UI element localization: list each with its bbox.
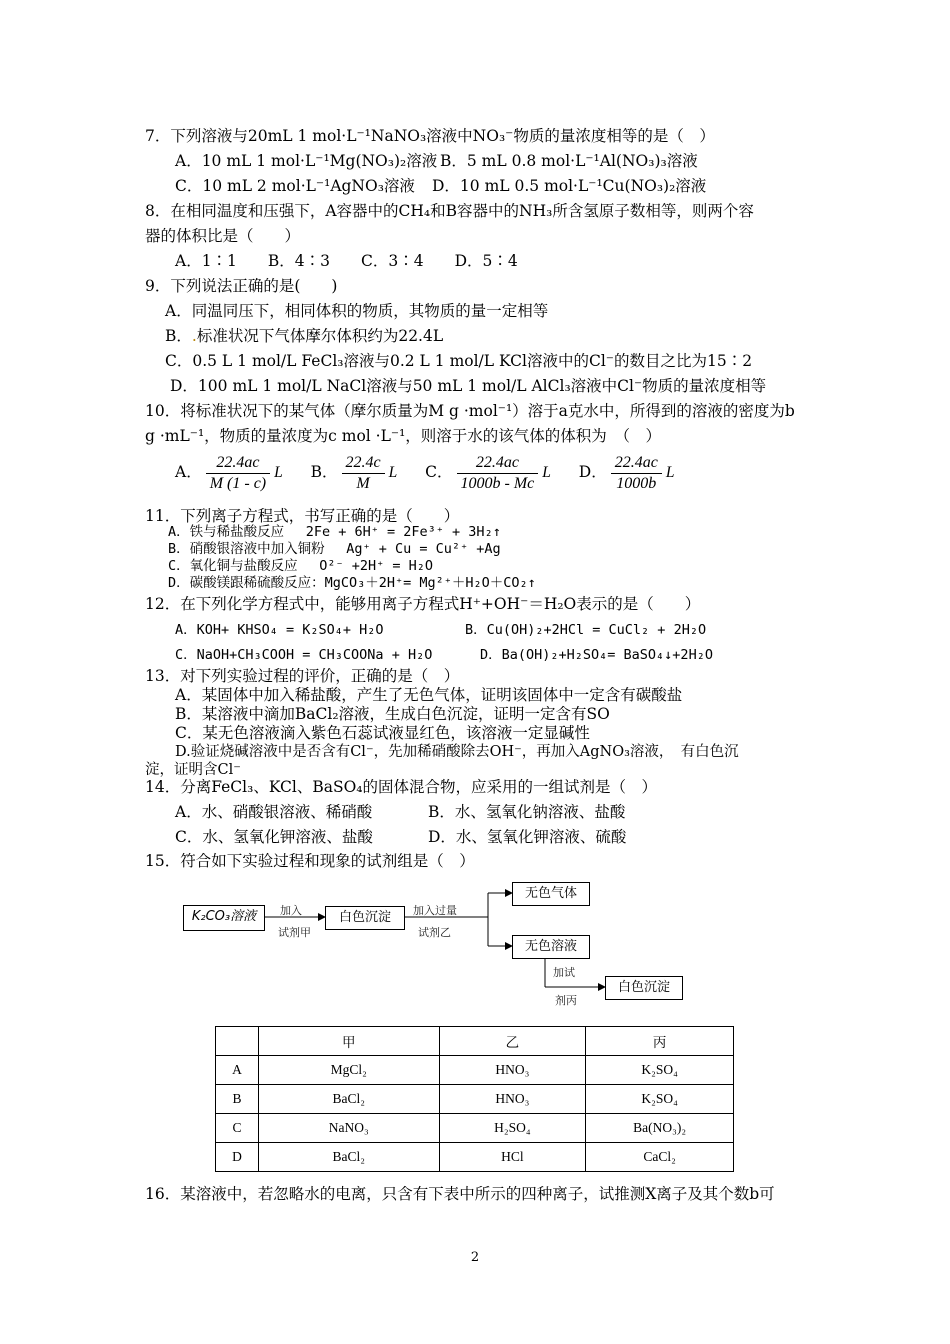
table-header-cell bbox=[216, 1027, 259, 1056]
q13-option-b: B．某溶液中滴加BaCl₂溶液，生成白色沉淀，证明一定含有SO bbox=[175, 705, 610, 723]
table-header-row bbox=[216, 1027, 734, 1056]
table-cell: BaCl₂ bbox=[258, 1143, 439, 1172]
table-cell: HNO₃ bbox=[439, 1056, 586, 1085]
q11-option-a: A．铁与稀盐酸反应 2Fe + 6H⁺ = 2Fe³⁺ + 3H₂↑ bbox=[168, 524, 501, 540]
q14-option-d: D．水、氢氧化钾溶液、硫酸 bbox=[428, 828, 627, 846]
q10-b-unit: L bbox=[388, 464, 398, 481]
q15-reagent-table bbox=[215, 1026, 734, 1172]
table-cell: D bbox=[216, 1143, 259, 1172]
q10-a-numerator: 22.4ac bbox=[206, 453, 270, 474]
table-header-cell: 乙 bbox=[439, 1027, 586, 1056]
q16-stem: 16．某溶液中，若忽略水的电离，只含有下表中所示的四种离子，试推测X离子及其个数b可 bbox=[145, 1185, 775, 1203]
q9-option-b-label: B． bbox=[165, 327, 192, 345]
q15-flow-arrow2-top: 加入过量 bbox=[413, 904, 457, 917]
table-header-cell: 丙 bbox=[586, 1027, 734, 1056]
q8-stem-line1: 8．在相同温度和压强下，A容器中的CH₄和B容器中的NH₃所含氢原子数相等，则两个容 bbox=[145, 202, 754, 220]
table-cell: K₂SO₄ bbox=[586, 1085, 734, 1114]
table-cell: C bbox=[216, 1114, 259, 1143]
q7-option-b: B．5 mL 0.8 mol·L⁻¹Al(NO₃)₃溶液 bbox=[440, 152, 698, 170]
q13-option-d-line2: 淀，证明含Cl⁻ bbox=[145, 762, 241, 778]
q10-option-b-label: B． bbox=[310, 463, 338, 481]
q7-option-c: C．10 mL 2 mol·L⁻¹AgNO₃溶液 bbox=[175, 177, 415, 195]
q10-c-numerator: 22.4ac bbox=[457, 453, 539, 474]
table-row bbox=[216, 1114, 734, 1143]
q9-stem: 9．下列说法正确的是( ) bbox=[145, 277, 338, 295]
table-cell: MgCl₂ bbox=[258, 1056, 439, 1085]
q10-a-unit: L bbox=[274, 464, 283, 481]
q10-c-denominator: 1000b - Mc bbox=[460, 474, 535, 492]
page-number: 2 bbox=[470, 1250, 480, 1265]
q15-flow-gas: 无色气体 bbox=[512, 882, 590, 906]
table-cell: B bbox=[216, 1085, 259, 1114]
table-cell: Ba(NO₃)₂ bbox=[586, 1114, 734, 1143]
q15-stem: 15．符合如下实验过程和现象的试剂组是（ ） bbox=[145, 852, 475, 870]
table-cell: A bbox=[216, 1056, 259, 1085]
q10-option-a-label: A． bbox=[175, 463, 202, 481]
q12-option-d: D．Ba(OH)₂+H₂SO₄= BaSO₄↓+2H₂O bbox=[480, 647, 713, 663]
q11-option-b: B．硝酸银溶液中加入铜粉 Ag⁺ + Cu = Cu²⁺ +Ag bbox=[168, 541, 501, 557]
q7-stem: 7．下列溶液与20mL 1 mol·L⁻¹NaNO₃溶液中NO₃⁻物质的量浓度相等的是（ ） bbox=[145, 127, 715, 145]
q10-b-numerator: 22.4c bbox=[342, 453, 385, 474]
q10-c-unit: L bbox=[542, 464, 551, 481]
q10-d-numerator: 22.4ac bbox=[611, 453, 662, 474]
q10-option-d-label: D． bbox=[578, 463, 607, 481]
q15-flow-arrow2-bottom: 试剂乙 bbox=[418, 926, 451, 939]
q11-stem: 11．下列离子方程式，书写正确的是（ ） bbox=[145, 507, 460, 525]
q15-flow-arrow1-bottom: 试剂甲 bbox=[278, 926, 311, 939]
table-cell: BaCl₂ bbox=[258, 1085, 439, 1114]
q11-option-d: D．碳酸镁跟稀硫酸反应：MgCO₃＋2H⁺= Mg²⁺＋H₂O＋CO₂↑ bbox=[168, 575, 536, 591]
q15-flow-arrow3-bottom: 剂丙 bbox=[555, 994, 577, 1007]
q10-d-unit: L bbox=[665, 464, 675, 481]
table-cell: NaNO₃ bbox=[258, 1114, 439, 1143]
q13-option-d-line1: D.验证烧碱溶液中是否含有Cl⁻，先加稀硝酸除去OH⁻，再加入AgNO₃溶液， 有白色沉 bbox=[175, 744, 739, 760]
q7-option-d: D．10 mL 0.5 mol·L⁻¹Cu(NO₃)₂溶液 bbox=[432, 177, 707, 195]
table-cell: HNO₃ bbox=[439, 1085, 586, 1114]
q15-flow-end: 白色沉淀 bbox=[605, 976, 683, 1000]
table-cell: CaCl₂ bbox=[586, 1143, 734, 1172]
q8-options: A．1∶1 B．4∶3 C．3∶4 D．5∶4 bbox=[175, 252, 518, 270]
q11-option-c: C．氧化铜与盐酸反应 O²⁻ +2H⁺ = H₂O bbox=[168, 558, 434, 574]
q9-option-c: C．0.5 L 1 mol/L FeCl₃溶液与0.2 L 1 mol/L KCl溶液中的Cl⁻的数目之比为15∶2 bbox=[165, 352, 753, 370]
q14-option-a: A．水、硝酸银溶液、稀硝酸 bbox=[175, 803, 373, 821]
q13-option-a: A．某固体中加入稀盐酸，产生了无色气体，证明该固体中一定含有碳酸盐 bbox=[175, 686, 683, 704]
q9-option-b-dot: . bbox=[191, 327, 197, 345]
q10-b-denominator: M bbox=[356, 474, 370, 492]
q15-flow-start: K₂CO₃溶液 bbox=[183, 905, 265, 931]
q15-flow-arrow3-top: 加试 bbox=[553, 966, 575, 979]
q12-option-a: A．KOH+ KHSO₄ = K₂SO₄+ H₂O bbox=[175, 622, 384, 638]
q7-option-a: A．10 mL 1 mol·L⁻¹Mg(NO₃)₂溶液 bbox=[175, 152, 438, 170]
q13-option-c: C．某无色溶液滴入紫色石蕊试液显红色，该溶液一定显碱性 bbox=[175, 724, 590, 742]
q12-option-c: C．NaOH+CH₃COOH = CH₃COONa + H₂O bbox=[175, 647, 433, 663]
q12-option-b: B．Cu(OH)₂+2HCl = CuCl₂ + 2H₂O bbox=[465, 622, 707, 638]
q9-option-a: A．同温同压下，相同体积的物质，其物质的量一定相等 bbox=[165, 302, 549, 320]
table-header-cell: 甲 bbox=[258, 1027, 439, 1056]
q10-a-denominator: M (1 - c) bbox=[209, 474, 267, 492]
q14-option-b: B．水、氢氧化钠溶液、盐酸 bbox=[428, 803, 626, 821]
table-cell: K₂SO₄ bbox=[586, 1056, 734, 1085]
q9-option-d: D．100 mL 1 mol/L NaCl溶液与50 mL 1 mol/L AlCl₃溶液中Cl⁻物质的量浓度相等 bbox=[170, 377, 767, 395]
q15-flow-solution: 无色溶液 bbox=[512, 935, 590, 959]
table-row bbox=[216, 1143, 734, 1172]
q8-stem-line2: 器的体积比是（ ） bbox=[145, 227, 301, 245]
table-row bbox=[216, 1085, 734, 1114]
q15-flow-arrow1-top: 加入 bbox=[280, 904, 302, 917]
q9-option-b-text: 标准状况下气体摩尔体积约为22.4L bbox=[196, 327, 444, 345]
q10-option-c-label: C． bbox=[425, 463, 453, 481]
q15-flow-mid: 白色沉淀 bbox=[325, 906, 405, 930]
q10-stem-line2: g ·mL⁻¹，物质的量浓度为c mol ·L⁻¹，则溶于水的该气体的体积为 （ ） bbox=[145, 427, 662, 445]
q12-stem: 12．在下列化学方程式中，能够用离子方程式H⁺+OH⁻＝H₂O表示的是（ ） bbox=[145, 595, 701, 613]
q14-stem: 14．分离FeCl₃、KCl、BaSO₄的固体混合物，应采用的一组试剂是（ ） bbox=[145, 778, 657, 796]
q10-d-denominator: 1000b bbox=[616, 474, 657, 492]
table-row bbox=[216, 1056, 734, 1085]
q13-stem: 13．对下列实验过程的评价，正确的是（ ） bbox=[145, 667, 460, 685]
table-cell: HCl bbox=[439, 1143, 586, 1172]
q14-option-c: C．水、氢氧化钾溶液、盐酸 bbox=[175, 828, 373, 846]
q10-stem-line1: 10．将标准状况下的某气体（摩尔质量为M g ·mol⁻¹）溶于a克水中，所得到的溶液的密度为b bbox=[145, 402, 795, 420]
table-cell: H₂SO₄ bbox=[439, 1114, 586, 1143]
